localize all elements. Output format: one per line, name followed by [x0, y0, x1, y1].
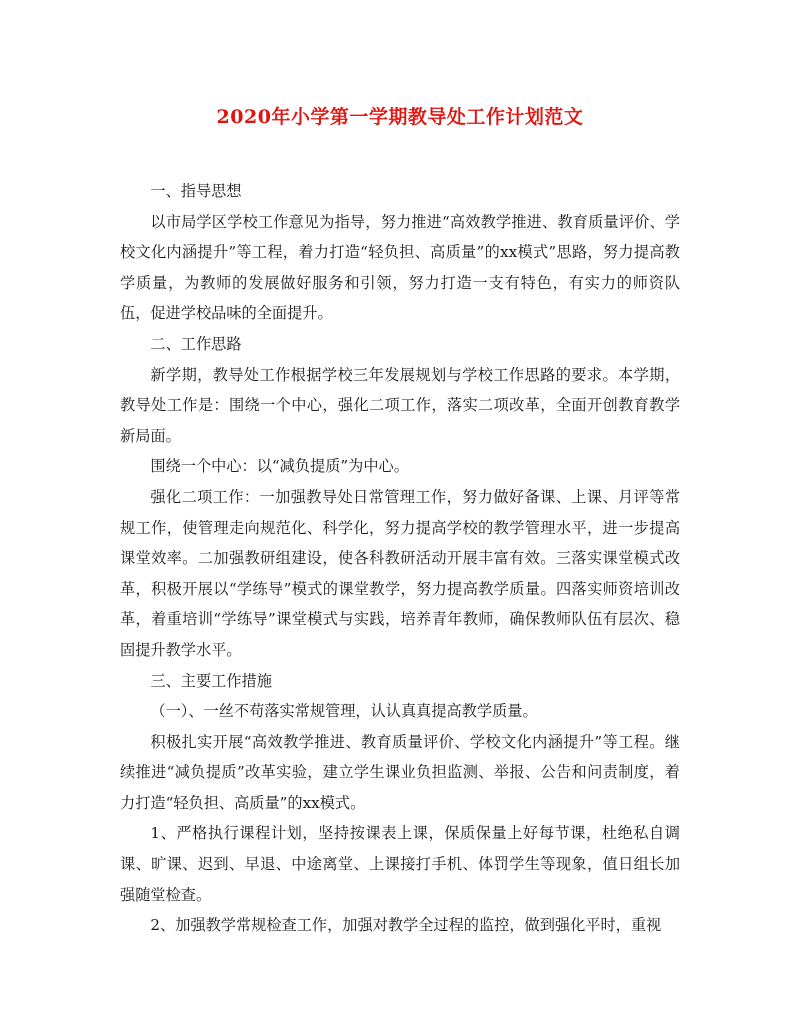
- section-heading-work-approach: 二、工作思路: [150, 334, 242, 353]
- section-heading-guiding-ideology: 一、指导思想: [150, 182, 242, 200]
- paragraph: 强化二项工作：一加强教导处日常管理工作，努力做好备课、上课、月评等常规工作，使管理走向规范化、科学化，努力提高学校的教学管理水平，进一步提高课堂效率。二加强教研组建设，使各科教研活动开展丰富有效。三落实课堂模式改革，积极开展以“学练导”模式的课堂教学，努力提高教学质量。四落实师资培训改革，着重培训“学练导”课堂模式与实践，培养青年教师，确保教师队伍有层次、稳固提升教学水平。: [120, 487, 680, 659]
- paragraph: 1、严格执行课程计划，坚持按课表上课，保质保量上好每节课，杜绝私自调课、旷课、迟到、早退、中途离堂、上课接打手机、体罚学生等现象，值日组长加强随堂检查。: [120, 824, 680, 904]
- paragraph: 2、加强教学常规检查工作，加强对教学全过程的监控，做到强化平时，重视: [150, 916, 662, 935]
- document-title: 2020年小学第一学期教导处工作计划范文: [216, 106, 584, 128]
- paragraph: 围绕一个中心：以“减负提质”为中心。: [150, 457, 409, 476]
- paragraph: 新学期，教导处工作根据学校三年发展规划与学校工作思路的要求。本学期，教导处工作是：围绕一个中心，强化二项工作，落实二项改革，全面开创教育教学新局面。: [120, 365, 680, 445]
- document-body: [120, 176, 680, 941]
- sub-heading-routine-management: （一）、一丝不苟落实常规管理，认认真真提高教学质量。: [150, 702, 538, 721]
- section-heading-main-measures: 三、主要工作措施: [150, 671, 272, 690]
- paragraph: 积极扎实开展“高效教学推进、教育质量评价、学校文化内涵提升”等工程。继续推进“减负提质”改革实验，建立学生课业负担监测、举报、公告和问责制度，着力打造“轻负担、高质量”的xx模式。: [120, 732, 680, 812]
- paragraph: 以市局学区学校工作意见为指导，努力推进“高效教学推进、教育质量评价、学校文化内涵提升”等工程，着力打造“轻负担、高质量”的xx模式”思路，努力提高教学质量，为教师的发展做好服务和引领，努力打造一支有特色，有实力的师资队伍，促进学校品味的全面提升。: [120, 212, 680, 323]
